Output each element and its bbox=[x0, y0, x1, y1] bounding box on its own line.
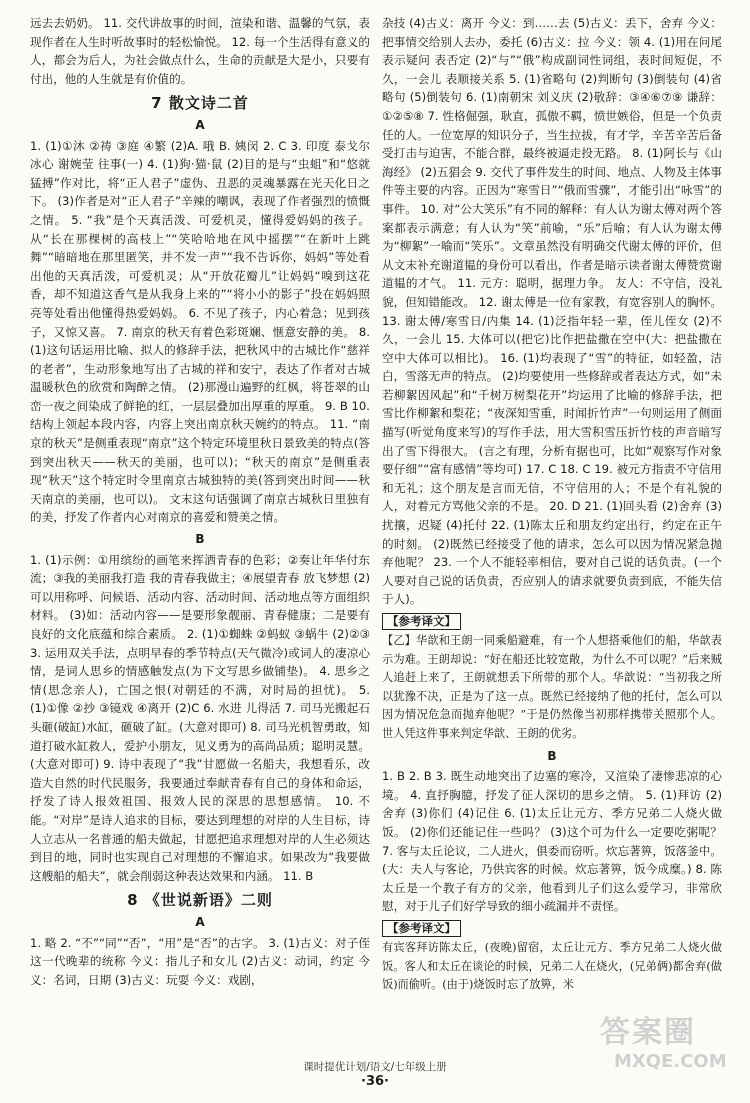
section-8-continued-text: 杂技 (4)古义：离开 今义：到……去 (5)古义：丢下，舍弃 今义：把事情交给别人去办，委托 (6)古义：拉 今义：领 4. (1)用在问尾表示疑问 表否定 (2)“与”“俄”构成副词性词组，表时间短促，不久，一会儿 表顺接关系 5. (1)省略句 (2)判断句 (3)倒装句 (4)省略句 (5)倒装句 6. (1)南朝宋 刘义庆 (2)敬辞：③④⑥⑦⑨ 谦辞：①②⑤⑧ 7. 性格倔强，耿直，孤傲不羁，愤世嫉俗，但是一个负责任的人。一位宽厚的知识分子，当生拉拔，有才学，辛苦辛苦后备受打击与迫害，不能合群，最终被逼走投无路。 8. (1)阿长与《山海经》 (2)五猖会 9. 交代了事件发生的时间、地点、人物及主体事件等主要的内容。正因为“寒雪日”“俄而雪骤”，才能引出“咏雪”的事件。 10. 对“公大笑乐”有不同的解释：有人认为谢太傅对两个答案都表示满意；有人认为“笑”前喻，“乐”后喻；有人认为谢太傅为“柳絮”一喻而“笑乐”。文章虽然没有明确交代谢太傅的评价，但从文末补充谢道韫的身份可以看出，作者是暗示读者谢太傅赞赏谢道韫的才气。 11. 元方：聪明，据理力争。 友人：不守信，没礼貌，但知错能改。 12. 谢太傅是一位有家教，有宽容别人的胸怀。 13. 谢太傅/寒雪日/内集 14. (1)泛指年轻一辈，侄儿侄女 (2)不久，一会儿 15. 大体可以(把它)比作把盐撒在空中(大：把盐撒在空中大体可以相比)。 16. (1)均表现了“雪”的特征，如轻盈，洁白，雪落无声的特点。 (2)均要使用一些修辞或者表达方式，如“未若柳絮因风起”和“千树万树梨花开”均运用了比喻的修辞手法，把雪比作柳絮和梨花；“夜深知雪重，时闻折竹声”一句则运用了侧面描写(听觉角度来写)的写作手法，用大雪积雪压折竹枝的声音暗写出了雪下得很大。 (言之有理，分析有据也可，比如“观察写作对象要仔细”“富有感情”等均可) 17. C 18. C 19. 被元方指责不守信用和无礼；这个朋友是言而无信，不守信用的人；不是个有礼貌的人，对着元方骂他父亲的不是。 20. D 21. (1)回头看 (2)舍弃 (3)扰攘，迟疑 (4)托付 22. (1)陈太丘和朋友约定出行，约定在正午的时刻。 (2)既然已经接受了他的请求，怎么可以因为情况紧急抛弃他呢？ 23. 一个人不能轻率相信，要对自己说的话负责。(一个人要对自己说的话负责，否应别人的请求就要负责到底，不能失信于人)。 bbox=[382, 16, 722, 607]
running-footer: 课时提优计划/语文/七年级上册 bbox=[303, 1061, 447, 1073]
watermark-logo bbox=[600, 1015, 740, 1095]
reference-translation-label-1: 【参考译文】 bbox=[382, 613, 461, 630]
reference-translation-2: 有宾客拜访陈太丘，(夜晚)留宿，太丘让元方、季方兄弟二人烧火做饭。客人和太丘在谈论的时候，兄弟二人在烧火，(兄弟俩)都舍弃(做饭)而偷听。(由于)烧饭时忘了放箅，米 bbox=[382, 940, 722, 992]
section-7-title: 7 散文诗二首 bbox=[151, 94, 249, 113]
reference-translation-label-2: 【参考译文】 bbox=[382, 920, 461, 937]
section-8-part-b-text: 1. B 2. B 3. 既生动地突出了边塞的寒冷，又渲染了凄惨悲凉的心境。 4. 直抒胸臆，抒发了征人深切的思乡之情。 5. (1)拜访 (2)舍弃 (3)你们 (4)记住 6. (1)太丘让元方、季方兄弟二人烧火做饭。 (2)你们还能记住一些吗？ (3)这个可为什么一定要吃粥呢？ 7. 客与太丘论议，二人进火，俱委而窃听。炊忘著箅，饭落釜中。 (大：夫人与客论，乃供宾客的时候。炊忘著箅，饭今成糜。) 8. 陈太丘是一个教子有方的父亲，他看到儿子们这么爱学习，非常欣慰，对于儿子们好学导致的细小疏漏并不责怪。 bbox=[382, 769, 722, 914]
section-8-part-a-text: 1. 略 2. “不”“同”“否”，“用”是“否”的古字。 3. (1)古义：对子侄这一代晚辈的统称 今义：指儿子和女儿 (2)古义：动词，约定 今义：名词，日期 (3)古义：玩耍 今义：戏剧， bbox=[30, 935, 370, 987]
section-7-part-a-label: A bbox=[195, 117, 205, 132]
watermark-url: MXQE.COM bbox=[614, 1051, 727, 1072]
section-7-part-b-label: B bbox=[195, 532, 205, 547]
reference-translation-1: 【乙】华歆和王朗一同乘船避难，有一个人想搭乘他们的船，华歆表示为难。王朗却说：“好在船还比较宽敞，为什么不可以呢？”后来贼人追赶上来了，王朗就想丢下所带的那个人。华歆说：“当初我之所以犹豫不决，正是为了这一点。既然已经接纳了他的托付，怎么可以因为情况危急而抛弃他呢？”于是仍然像当初那样携带关照那个人。世人凭这件事来判定华歆、王朗的优劣。 bbox=[382, 634, 722, 740]
section-7-part-a-text: 1. (1)①沐 ②祷 ③庭 ④繁 (2)A. 哦 B. 姨闵 2. C 3. 印度 泰戈尔 冰心 谢婉莹 往事(一) 4. (1)狗·猫·鼠 (2)目的是与“虫蛆”和“悠就猛搏”作对比，将“正人君子”虚伪、丑恶的灵魂暴露在光天化日之下。 (3)作者是对“正人君子”辛辣的嘲讽，表现了作者强烈的愤慨之情。 5. “我”是个天真活泼、可爱机灵，懂得爱妈妈的孩子。从“长在那棵树的高枝上”“笑哈哈地在风中摇摆”“在新叶上跳舞”“暗暗地在那里匿笑，并不发一声”“我不告诉你，妈妈”等处看出他的天真活泼，可爱机灵；从“开放花瓣儿”让妈妈“嗅到这花香，却不知道这香气是从我身上来的”“将小小的影子”投在妈妈照亮等处看出他懂得热爱妈妈。 6. 不见了孩子，内心着急；见到孩子，又惊又喜。 7. 南京的秋天有着色彩斑斓、惬意安静的美。 8. (1)这句话运用比喻、拟人的修辞手法，把秋风中的古城比作“慈祥的老者”，生动形象地写出了古城的祥和安宁，表达了作者对古城温暖秋色的欣赏和陶醉之情。 (2)那漫山遍野的红枫，将苍翠的山峦一夜之间染成了鲜艳的红，一层层叠加出厚重的厚重。 9. B 10. 结构上领起本段内容，内容上突出南京秋天婉约的特点。 11. “南京的秋天”是侧重表现“南京”这个特定环境里秋日景致美的特点(答到突出秋天——秋天的美丽，也可以)；“秋天的南京”是侧重表现“秋天”这个特定时令里南京古城独特的美(答到突出时间——秋天南京的美丽，也可以)。 文末这句话强调了南京古城秋日里独有的美，抒发了作者内心对南京的喜爱和赞美之情。 bbox=[30, 138, 370, 525]
section-8-part-b-label: B bbox=[547, 748, 557, 763]
section-8-title: 8 《世说新语》二则 bbox=[127, 891, 273, 910]
right-column bbox=[382, 14, 722, 995]
section-8-part-a-label: A bbox=[195, 914, 205, 929]
watermark-main: 答案圈 bbox=[600, 1015, 696, 1050]
intro-paragraph: 远去去奶奶。 11. 交代讲故事的时间，渲染和谐、温馨的气氛，表现作者在人生时听故事时的轻松愉悦。 12. 每一个生活得有意义的人，都会为后人，为社会做点什么，生命的贡献是大是小，只要有付出，他的人生就是有价值的。 bbox=[30, 16, 370, 86]
section-7-part-b-text: 1. (1)示例：①用缤纷的画笔来挥洒青春的色彩；②奏让年华付东流；③我的美丽我打造 我的青春我做主；④展望青春 放飞梦想 (2)可以用称呼、问候语、活动内容、活动时间、活动地点等方面组织材料。 (3)如：活动内容——是要形象靓丽、青春健康；二是要有良好的文化底蕴和综合素质。 2. (1)①蜘蛛 ②蚂蚁 ③蜗牛 (2)②③ 3. 运用双关手法，点明早春的季节特点(天气微冷)或词人的凄凉心情，是词人思乡的情感触发点(为下文写思乡做铺垫)。 4. 思乡之情(思念亲人)，亡国之恨(对朝廷的不满，对时局的担忧)。 5. (1)①像 ②抄 ③镜戏 ④离开 (2)C 6. 水进 儿得活 7. 司马光搬起石头砸(破缸)水缸，砸破了缸。(大意对即可) 8. 司马光机智勇敢，知道打破水缸救人，爱护小朋友，见义勇为的高尚品质；聪明灵慧。(大意对即可) 9. 诗中表现了“我”甘愿做一名船夫，我想看乐，改造大自然的时代民服务，我要通过奉献青春有自己的身体和命运，抒发了诗人报效祖国、报效人民的深思的思想感情。 10. 不能。“对岸”是诗人追求的目标，要达到理想的对岸的人生目标，诗人立志从一名普通的船夫做起，甘愿把追求理想对岸的人生必须达到目的地，同时也实现自己对理想的不懈追求。如果改为“我要做这艘船的船夫”，就会削弱这种表达效果和内涵。 11. B bbox=[30, 552, 370, 883]
left-column bbox=[30, 14, 370, 989]
page-number: ·36· bbox=[361, 1074, 389, 1089]
